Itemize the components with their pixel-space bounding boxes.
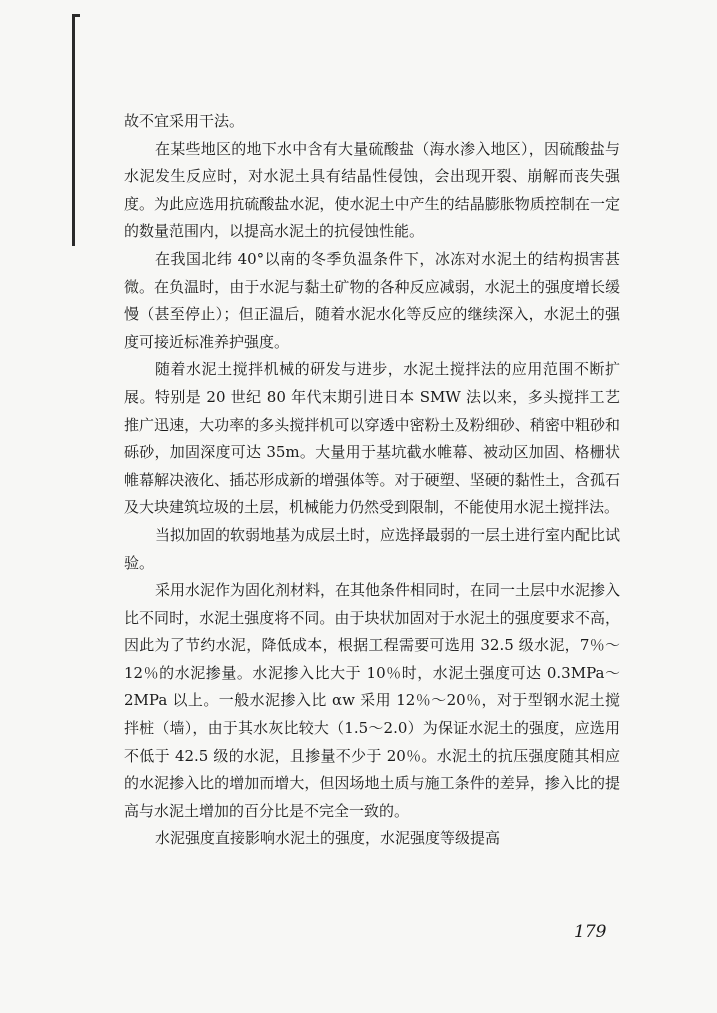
- page-number: 179: [574, 922, 607, 942]
- paragraph-layered-soil: 当拟加固的软弱地基为成层土时，应选择最弱的一层土进行室内配比试验。: [124, 525, 621, 572]
- paragraph-sulfate: 在某些地区的地下水中含有大量硫酸盐（海水渗入地区），因硫酸盐与水泥发生反应时，对水泥土具有结晶性侵蚀，会出现开裂、崩解而丧失强度。为此应选用抗硫酸盐水泥，使水泥土中产生的结晶膨胀物质控制在一定的数量范围内，以提高水泥土的抗侵蚀性能。: [124, 139, 620, 241]
- paragraph-cement-strength: 水泥强度直接影响水泥土的强度，水泥强度等级提高: [155, 829, 501, 848]
- left-margin-rule-tick: [72, 14, 80, 17]
- left-margin-rule: [72, 14, 75, 246]
- page-body-text: [124, 108, 620, 853]
- paragraph-mixing-machinery: 随着水泥土搅拌机械的研发与进步，水泥土搅拌法的应用范围不断扩展。特别是 20 世纪 80 年代末期引进日本 SMW 法以来，多头搅拌工艺推广迅速，大功率的多头搅拌机可以穿透中密粉土及粉细砂、稍密中粗砂和砾砂，加固深度可达 35m。大量用于基坑截水帷幕、被动区加固、格栅状帷幕解决液化、插芯形成新的增强体等。对于硬塑、坚硬的黏性土，含孤石及大块建筑垃圾的土层，机械能力仍然受到限制，不能使用水泥土搅拌法。: [124, 360, 620, 517]
- paragraph-freezing: 在我国北纬 40°以南的冬季负温条件下，冰冻对水泥土的结构损害甚微。在负温时，由于水泥与黏土矿物的各种反应减弱，水泥土的强度增长缓慢（甚至停止）；但正温后，随着水泥水化等反应的继续深入，水泥土的强度可接近标准养护强度。: [124, 249, 620, 351]
- paragraph-cement-ratio: 采用水泥作为固化剂材料，在其他条件相同时，在同一土层中水泥掺入比不同时，水泥土强度将不同。由于块状加固对于水泥土的强度要求不高，因此为了节约水泥，降低成本，根据工程需要可选用 32.5 级水泥，7％～12％的水泥掺量。水泥掺入比大于 10％时，水泥土强度可达 0.3MPa～2MPa 以上。一般水泥掺入比 αw 采用 12％～20％，对于型钢水泥土搅拌桩（墙），由于其水灰比较大（1.5～2.0）为保证水泥土的强度，应选用不低于 42.5 级的水泥，且掺量不少于 20％。水泥土的抗压强度随其相应的水泥掺入比的增加而增大，但因场地土质与施工条件的差异，掺入比的提高与水泥土增加的百分比是不完全一致的。: [124, 581, 621, 820]
- paragraph-continuation: 故不宜采用干法。: [124, 112, 245, 130]
